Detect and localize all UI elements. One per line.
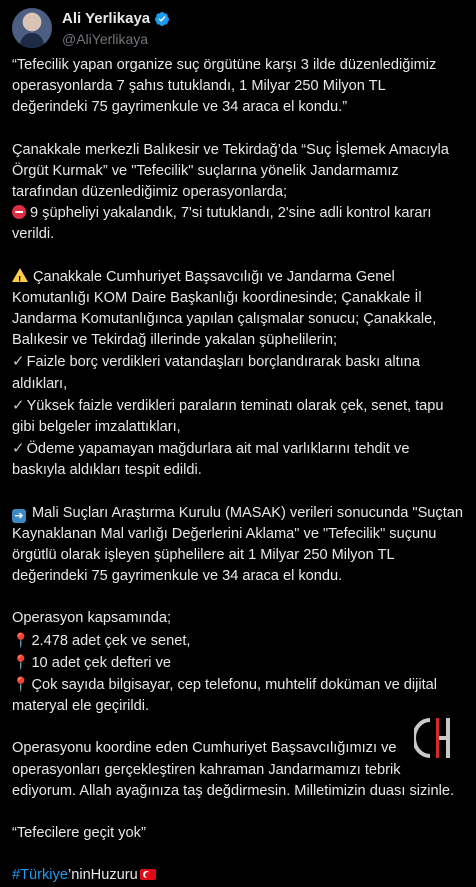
tweet-text (12, 55, 464, 887)
tweet-paragraph-1-detail: 9 şüpheliyi yakalandık, 7'si tutuklandı, 2'sine adli kontrol kararı verildi. (12, 205, 432, 243)
author-handle[interactable]: @AliYerlikaya (62, 31, 149, 47)
tweet-paragraph-4: Operasyonu koordine eden Cumhuriyet Başsavcılığımızı ve operasyonları gerçekleştiren kahraman Jandarmamızı tebrik ediyorum. Allah ayağınıza taş değdirmesin. Milletimizin duası sizinle. (12, 740, 455, 799)
tweet-header (12, 8, 464, 48)
tweet-paragraph-2: Çanakkale Cumhuriyet Başsavcılığı ve Jandarma Genel Komutanlığı KOM Daire Başkanlığı koordinesinde; Çanakkale İl Jandarma Komutanlığınca yapılan çalışmalar sonucu; Çanakkale, Balıkesir ve Tekirdağ illerinde yakalan şüphelilerin; (12, 268, 437, 349)
pin-icon: 📍 (12, 631, 30, 648)
no-entry-icon (12, 205, 26, 219)
arrow-right-icon: ➜ (12, 509, 26, 523)
tweet-paragraph-3-row (12, 503, 464, 588)
scope-title: Operasyon kapsamında; (12, 610, 171, 627)
scope-item (12, 652, 464, 674)
check-item (12, 351, 464, 394)
scope-item-text: 10 adet çek defteri ve (31, 654, 171, 671)
tweet-paragraph-2-row (12, 267, 464, 352)
warning-icon (12, 268, 28, 282)
hashtag-row (12, 865, 464, 886)
tweet-paragraph-3: Mali Suçları Araştırma Kurulu (MASAK) verileri sonucunda "Suçtan Kaynaklanan Mal varlığı Değerlerini Aklama" ve "Tefecilik" suçunu örgütlü olarak işleyen şüphelilere ait 1 Milyar 250 Milyon TL değerindeki 75 gayrimenkule ve 34 araca el kondu. (12, 504, 463, 585)
verified-badge-icon (154, 11, 170, 27)
avatar[interactable] (12, 8, 52, 48)
pin-icon: 📍 (12, 653, 30, 670)
hashtag-link[interactable]: #Türkiye (12, 867, 68, 884)
tweet-quote: “Tefecilere geçit yok” (12, 825, 146, 842)
scope-item (12, 630, 464, 652)
scope-item-text: 2.478 adet çek ve senet, (31, 632, 191, 649)
check-item-text: Ödeme yapamayan mağdurlara ait mal varlıklarını tehdit ve baskıyla aldıkları tespit edildi. (12, 441, 410, 479)
check-item (12, 395, 464, 438)
hashtag-suffix: ’ninHuzuru (67, 867, 138, 884)
check-item (12, 438, 464, 481)
scope-item (12, 674, 464, 717)
author-name-row (62, 10, 170, 28)
check-item-text: Yüksek faizle verdikleri paraların teminatı olarak çek, senet, tapu gibi belgeler imzalattıkları, (12, 397, 444, 436)
scope-item-text: Çok sayıda bilgisayar, cep telefonu, muhtelif doküman ve dijital materyal ele geçirildi. (12, 677, 438, 715)
check-item-text: Faizle borç verdikleri vatandaşları borçlandırarak baskı altına aldıkları, (12, 354, 420, 392)
check-icon: ✓ (12, 396, 25, 414)
check-icon: ✓ (12, 353, 25, 371)
tweet-intro: “Tefecilik yapan organize suç örgütüne karşı 3 ilde düzenlediğimiz operasyonlarda 7 şahıs tutuklandı, 1 Milyar 250 Milyon TL değerindeki 75 gayrimenkule ve 34 araca el kondu.” (12, 57, 437, 116)
tweet-paragraph-1-detail-row (12, 203, 464, 245)
tweet-paragraph-1: Çanakkale merkezli Balıkesir ve Tekirdağ’da “Suç İşlemek Amacıyla Örgüt Kurmak” ve "Tefecilik" suçlarına yönelik Jandarmamız tarafından düzenlediğimiz operasyonlarda; (12, 141, 449, 201)
pin-icon: 📍 (12, 676, 30, 693)
channel-logo-icon (414, 714, 458, 762)
turkey-flag-icon (140, 869, 156, 880)
check-icon: ✓ (12, 440, 25, 458)
author-name[interactable]: Ali Yerlikaya (62, 10, 151, 27)
